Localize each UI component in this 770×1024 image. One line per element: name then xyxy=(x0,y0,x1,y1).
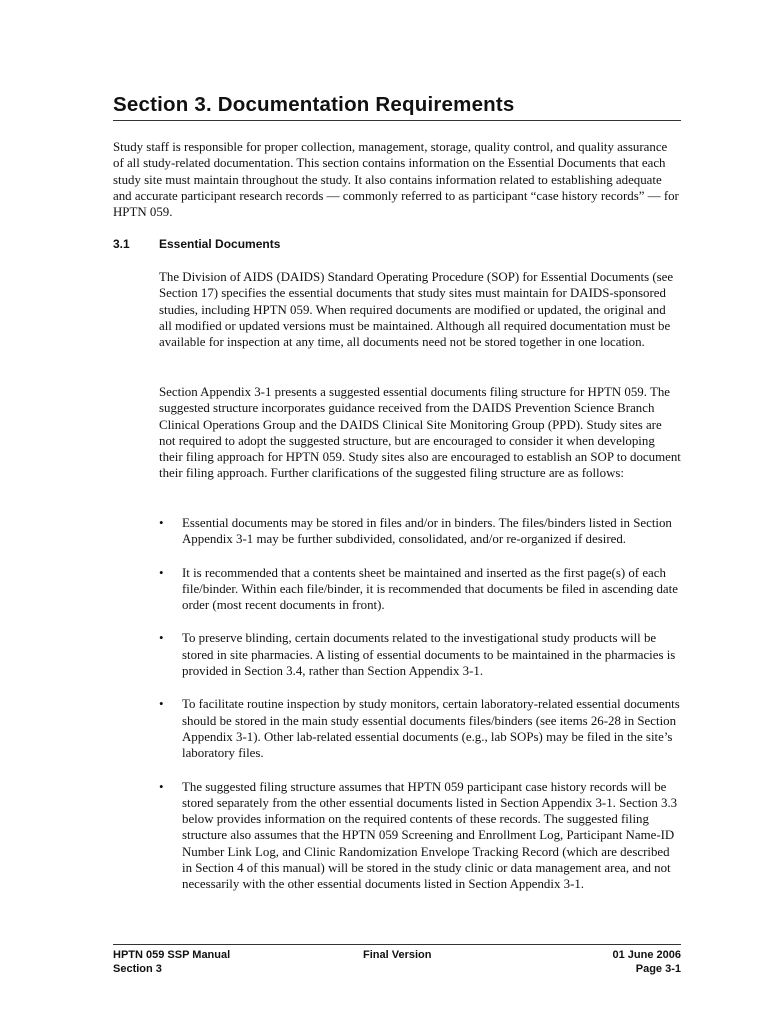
list-item-text: To facilitate routine inspection by study monitors, certain laboratory-related essential documents should be stored in the main study essential documents files/binders (see items 26-28 in Section Appendix 3-1). Other lab-related essential documents (e.g., lab SOPs) may be filed in the site’s laboratory files. xyxy=(182,697,680,761)
section-paragraph: The Division of AIDS (DAIDS) Standard Operating Procedure (SOP) for Essential Documents (see Section 17) specifies the essential documents that study sites must maintain for DAIDS-sponsored studies, including HPTN 059. When required documents are modified or updated, the original and all modified or updated versions must be maintained. Although all required documentation must be available for inspection at any time, all documents need not be stored together in one location. xyxy=(159,270,674,350)
bullet-icon: • xyxy=(159,779,164,794)
bullet-icon: • xyxy=(159,516,164,530)
footer-right xyxy=(613,948,682,976)
list-item-text: Essential documents may be stored in files and/or in binders. The files/binders listed in Section Appendix 3-1 may be further subdivided, consolidated, and/or re-organized if desired. xyxy=(182,516,672,547)
bullet-icon: • xyxy=(159,697,164,712)
list-item xyxy=(159,515,681,548)
list-item xyxy=(159,696,681,761)
list-item xyxy=(159,630,681,679)
bullet-icon: • xyxy=(159,565,164,580)
footer-left xyxy=(113,948,230,976)
footer-manual-name: HPTN 059 SSP Manual xyxy=(113,949,231,961)
footer-version: Final Version xyxy=(363,949,432,961)
footer-section: Section 3 xyxy=(113,963,162,975)
footer-divider xyxy=(113,944,681,945)
list-item-text: To preserve blinding, certain documents related to the investigational study products will be stored in site pharmacies. A listing of essential documents to be maintained in the pharmacies is provided in Section 3.4, rather than Section Appendix 3-1. xyxy=(182,631,676,679)
footer-date: 01 June 2006 xyxy=(612,949,681,961)
footer-page-number: Page 3-1 xyxy=(635,963,681,975)
section-title: Essential Documents xyxy=(159,237,281,251)
list-item-text: It is recommended that a contents sheet be maintained and inserted as the first page(s) of each file/binder. Within each file/binder, it is recommended that documents be filed in ascending date order (most recent documents in front). xyxy=(182,565,678,613)
section-paragraph: Section Appendix 3-1 presents a suggested essential documents filing structure for HPTN 059. The suggested structure incorporates guidance received from the DAIDS Prevention Science Branch Clinical Operations Group and the DAIDS Clinical Site Monitoring Group (PPD). Study sites are not required to adopt the suggested structure, but are encouraged to consider it when developing their filing approach for HPTN 059. Study sites also are encouraged to establish an SOP to document their filing approach. Further clarifications of the suggested filing structure are as follows: xyxy=(159,385,681,481)
intro-paragraph: Study staff is responsible for proper collection, management, storage, quality control, and quality assurance of all study-related documentation. This section contains information on the Essential Documents that each study site must maintain throughout the study. It also contains information related to establishing adequate and accurate participant research records — commonly referred to as participant “case history records” — for HPTN 059. xyxy=(113,140,679,220)
section-number: 3.1 xyxy=(113,237,130,251)
bullet-icon: • xyxy=(159,631,164,646)
clarification-list xyxy=(159,515,681,910)
page-title: Section 3. Documentation Requirements xyxy=(113,93,681,121)
list-item xyxy=(159,779,681,893)
section-heading xyxy=(113,237,681,251)
list-item xyxy=(159,565,681,614)
list-item-text: The suggested filing structure assumes that HPTN 059 participant case history records will be stored separately from the other essential documents listed in Section Appendix 3-1. Section 3.3 below provides information on the required contents of these records. The suggested filing structure also assumes that the HPTN 059 Screening and Enrollment Log, Participant Name-ID Number Link Log, and Clinic Randomization Envelope Tracking Record (which are described in Section 4 of this manual) will be stored in the study clinic or data management area, and not necessarily with the other essential documents listed in Section Appendix 3-1. xyxy=(182,779,678,892)
